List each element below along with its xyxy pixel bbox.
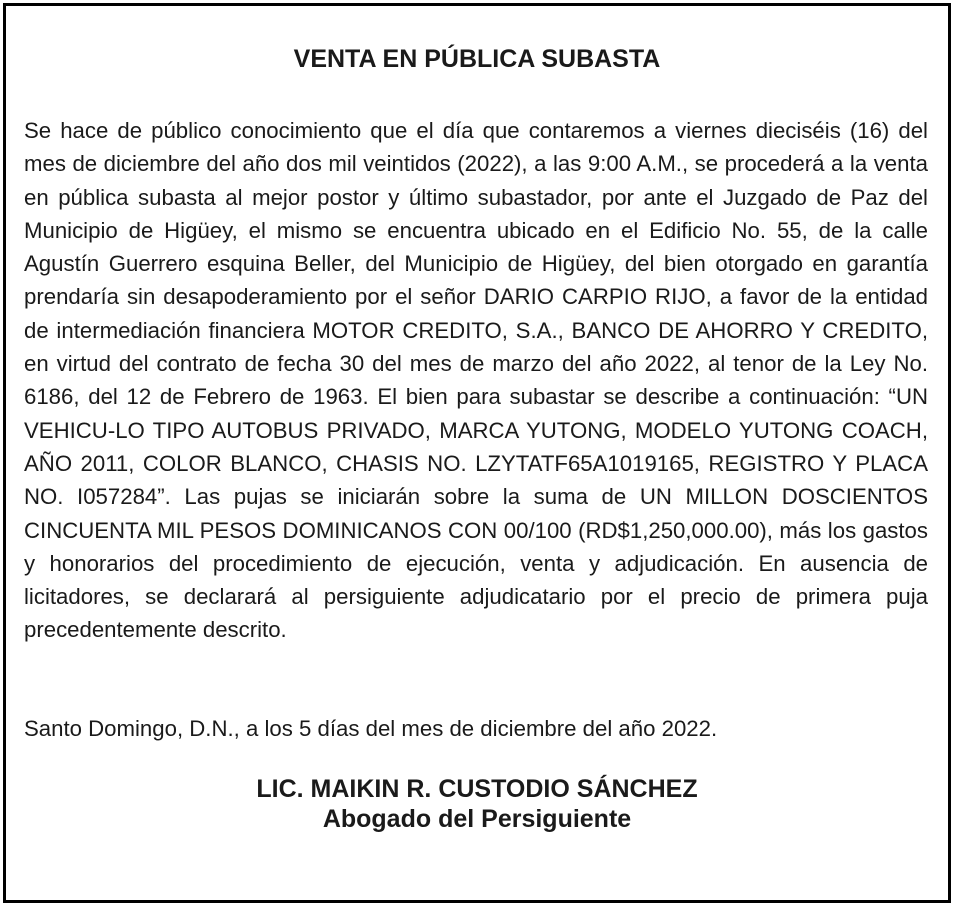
legal-notice-box bbox=[3, 3, 951, 903]
signature-block bbox=[6, 774, 948, 834]
notice-date-line: Santo Domingo, D.N., a los 5 días del mes de diciembre del año 2022. bbox=[24, 716, 718, 741]
notice-body: Se hace de público conocimiento que el día que contaremos a viernes dieciséis (16) del mes de diciembre del año dos mil veintidos (2022), a las 9:00 A.M., se procederá a la venta en pública subasta al mejor postor y último subastador, por ante el Juzgado de Paz del Municipio de Higüey, el mismo se encuentra ubicado en el Edificio No. 55, de la calle Agustín Guerrero esquina Beller, del Municipio de Higüey, del bien otorgado en garantía prendaría sin desapoderamiento por el señor DARIO CARPIO RIJO, a favor de la entidad de intermediación financiera MOTOR CREDITO, S.A., BANCO DE AHORRO Y CREDITO, en virtud del contrato de fecha 30 del mes de marzo del año 2022, al tenor de la Ley No. 6186, del 12 de Febrero de 1963. El bien para subastar se describe a continuación: “UN VEHICU-LO TIPO AUTOBUS PRIVADO, MARCA YUTONG, MODELO YUTONG COACH, AÑO 2011, COLOR BLANCO, CHASIS NO. LZYTATF65A1019165, REGISTRO Y PLACA NO. I057284”. Las pujas se iniciarán sobre la suma de UN MILLON DOSCIENTOS CINCUENTA MIL PESOS DOMINICANOS CON 00/100 (RD$1,250,000.00), más los gastos y honorarios del procedimiento de ejecución, venta y adjudicación. En ausencia de licitadores, se declarará al persiguiente adjudicatario por el precio de primera puja precedentemente descrito. bbox=[24, 118, 928, 643]
signature-role: Abogado del Persiguiente bbox=[322, 805, 632, 833]
notice-title: VENTA EN PÚBLICA SUBASTA bbox=[293, 45, 661, 73]
signature-name: LIC. MAIKIN R. CUSTODIO SÁNCHEZ bbox=[256, 775, 698, 803]
